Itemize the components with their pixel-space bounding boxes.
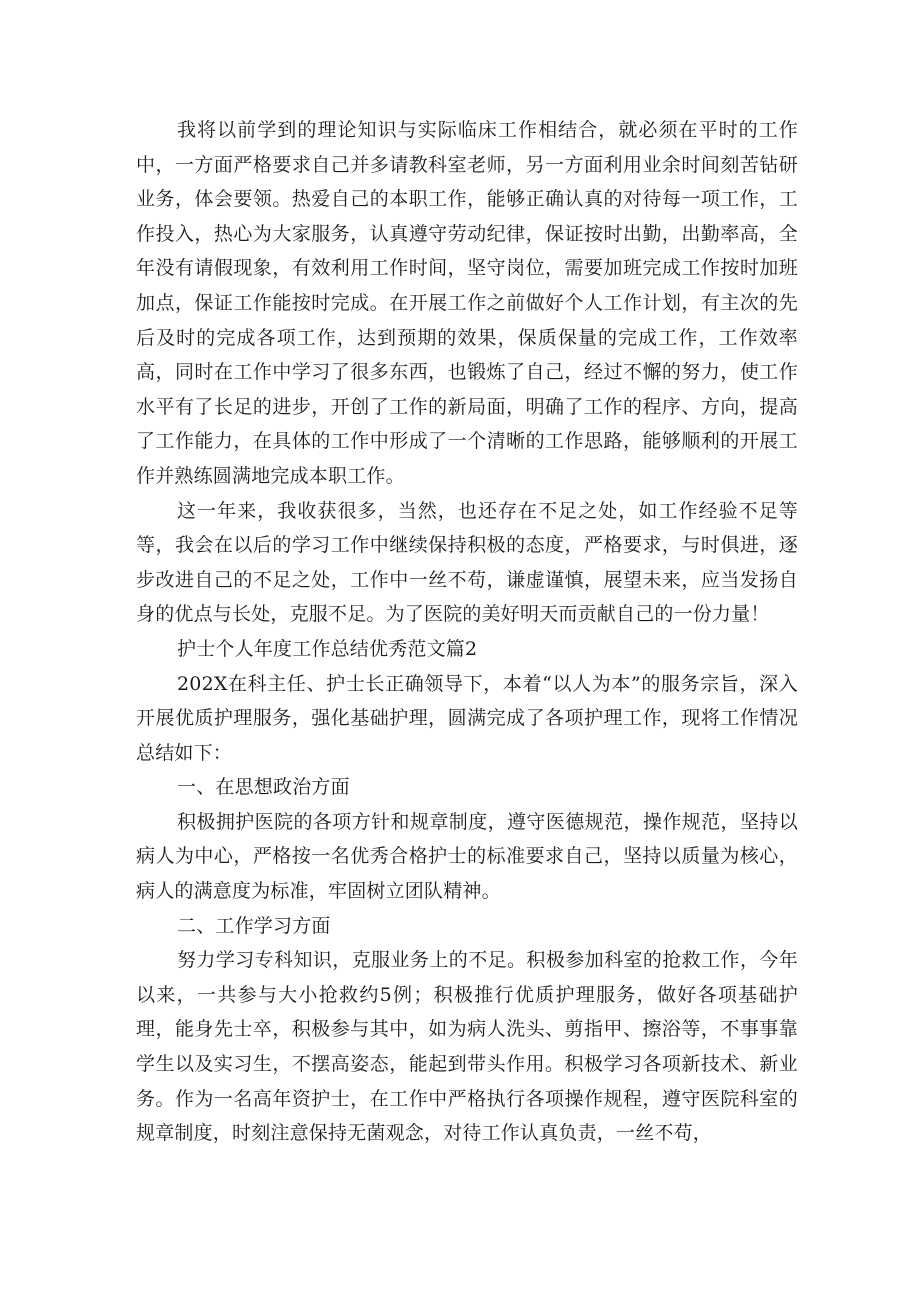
section-heading-work-study: 二、工作学习方面: [177, 914, 331, 937]
paragraph-work-attitude: 我将以前学到的理论知识与实际临床工作相结合，就必须在平时的工作中，一方面严格要求自己并多请教科室老师，另一方面利用业余时间刻苦钻研业务，体会要领。热爱自己的本职工作，能够正确认真的对待每一项工作，工作投入，热心为大家服务，认真遵守劳动纪律，保证按时出勤，出勤率高，全年没有请假现象，有效利用工作时间，坚守岗位，需要加班完成工作按时加班加点，保证工作能按时完成。在开展工作之前做好个人工作计划，有主次的先后及时的完成各项工作，达到预期的效果，保质保量的完成工作，工作效率高，同时在工作中学习了很多东西，也锻炼了自己，经过不懈的努力，使工作水平有了长足的进步，开创了工作的新局面，明确了工作的程序、方向，提高了工作能力，在具体的工作中形成了一个清晰的工作思路，能够顺利的开展工作并熟练圆满地完成本职工作。: [136, 119, 798, 487]
paragraph-work-study: 努力学习专科知识，克服业务上的不足。积极参加科室的抢救工作，今年以来，一共参与大小抢救约5例；积极推行优质护理服务，做好各项基础护理，能身先士卒，积极参与其中，如为病人洗头、剪指甲、擦浴等，不事事靠学生以及实习生，不摆高姿态，能起到带头作用。积极学习各项新技术、新业务。作为一名高年资护士，在工作中严格执行各项操作规程，遵守医院科室的规章制度，时刻注意保持无菌观念，对待工作认真负责，一丝不苟，: [136, 949, 798, 1145]
document-body: [136, 113, 798, 1151]
paragraph-reflection: 这一年来，我收获很多，当然，也还存在不足之处，如工作经验不足等等，我会在以后的学习工作中继续保持积极的态度，严格要求，与时俱进，逐步改进自己的不足之处，工作中一丝不苟，谦虚谨慎，展望未来，应当发扬自身的优点与长处，克服不足。为了医院的美好明天而贡献自己的一份力量！: [136, 499, 798, 626]
article-title: 护士个人年度工作总结优秀范文篇2: [177, 637, 478, 660]
paragraph-intro: 202X在科主任、护士长正确领导下，本着“以人为本”的服务宗旨，深入开展优质护理服务，强化基础护理，圆满完成了各项护理工作，现将工作情况总结如下：: [136, 672, 798, 764]
paragraph-politics: 积极拥护医院的各项方针和规章制度，遵守医德规范，操作规范，坚持以病人为中心，严格按一名优秀合格护士的标准要求自己，坚持以质量为核心，病人的满意度为标准，牢固树立团队精神。: [136, 810, 798, 903]
section-heading-politics: 一、在思想政治方面: [177, 776, 350, 799]
